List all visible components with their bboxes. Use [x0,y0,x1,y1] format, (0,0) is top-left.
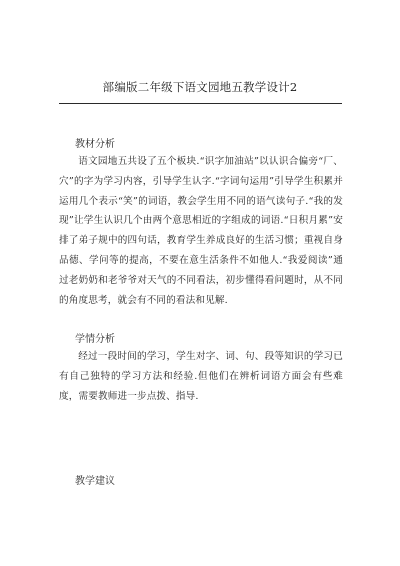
section-heading-textbook-analysis: 教材分析 [75,139,115,150]
document-title: 部编版二年级下语文园地五教学设计2 [102,80,298,94]
section-heading-student-analysis: 学情分析 [75,334,115,345]
section-heading-teaching-suggestions: 教学建议 [75,476,115,487]
title-divider [59,103,342,104]
section-body-student-analysis: 经过一段时间的学习，学生对字、词、句、段等知识的学习已有自己独特的学习方法和经验.但他们在辨析词语方面会有些难度，需要教师进一步点拨、指导. [59,351,343,402]
section-body-textbook-analysis: 语文园地五共设了五个板块.“识字加油站”以认识合偏旁“厂、穴”的字为学习内容，引导学生认字.“字词句运用”引导学生积累并运用几个表示“笑”的词语，教会学生用不同的语气读句子.“我的发现”让学生认识几个由两个意思相近的字组成的词语.“日积月累”安排了弟子规中的四句话，教育学生养成良好的生活习惯；重视自身品德、学问等的提高，不要在意生活条件不如他人.“我爱阅读”通过老奶奶和老爷爷对天气的不同看法，初步懂得看问题时，从不同的角度思考，就会有不同的看法和见解. [59,156,343,306]
